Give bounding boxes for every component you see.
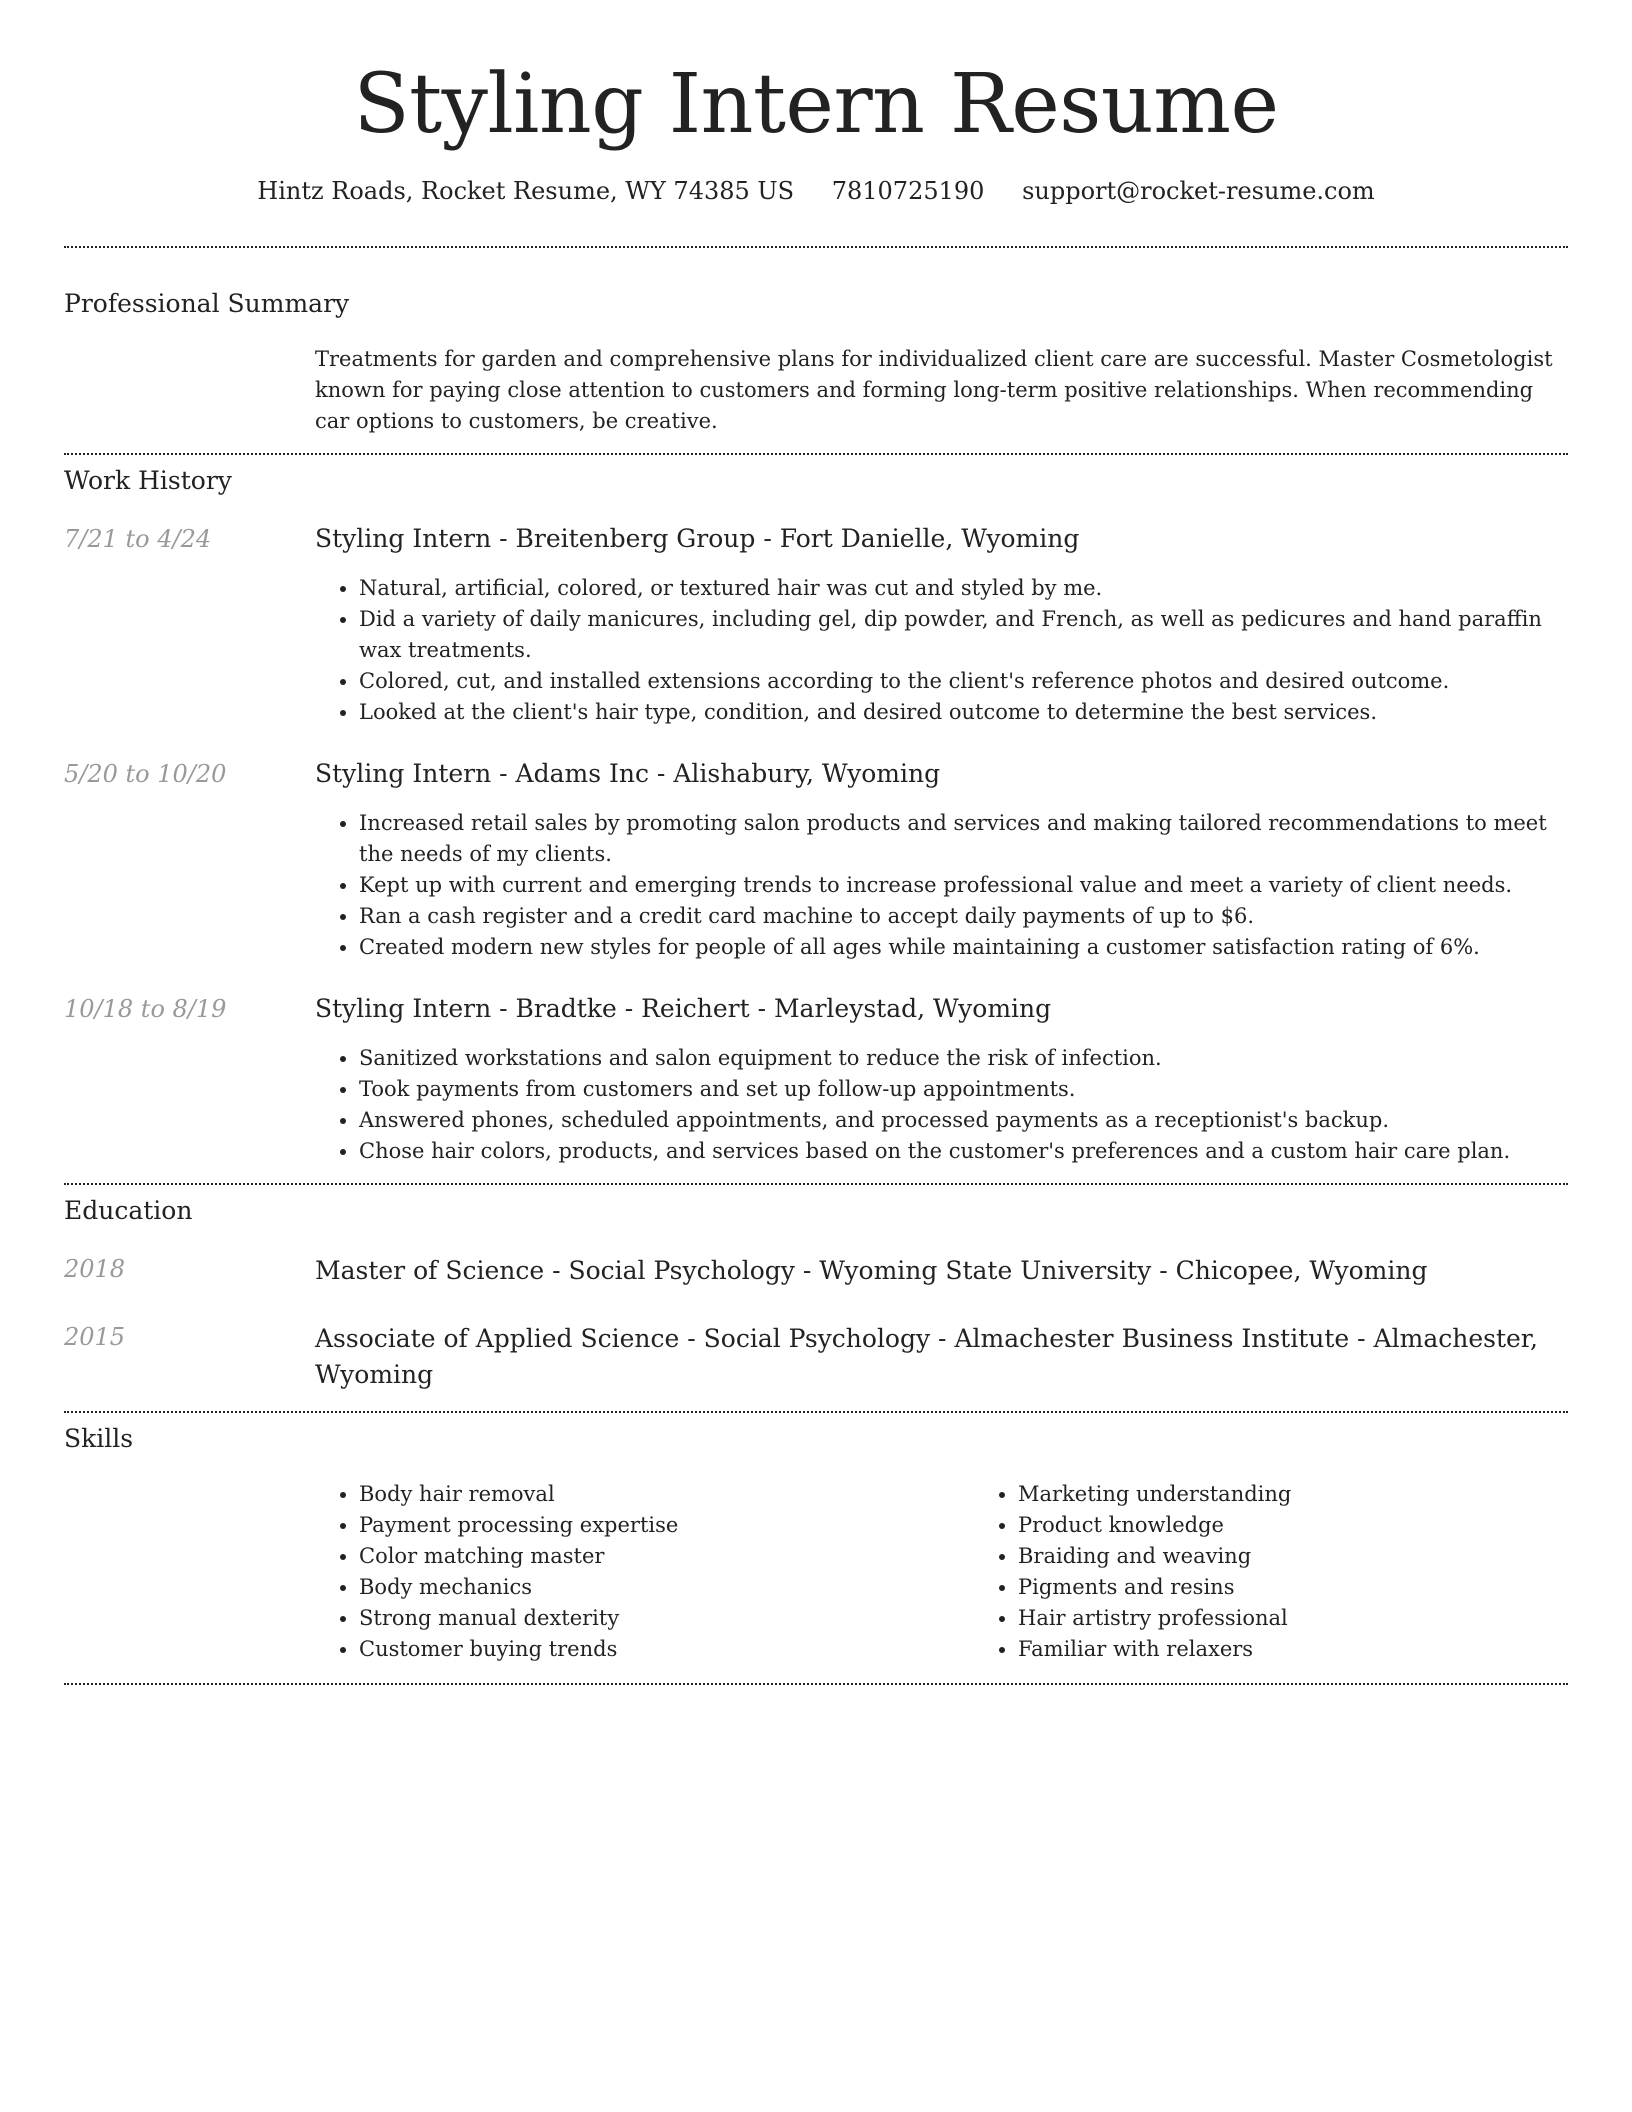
job-title: Styling Intern - Bradtke - Reichert - Marleystad, Wyoming <box>315 994 1052 1023</box>
summary-section <box>64 288 1568 437</box>
section-divider <box>64 1183 1568 1185</box>
summary-heading: Professional Summary <box>64 289 350 318</box>
work-heading: Work History <box>64 466 232 495</box>
education-title: Associate of Applied Science - Social Psychology - Almachester Business Institute - Almachester, Wyoming <box>315 1324 1538 1389</box>
skills-heading: Skills <box>64 1424 134 1453</box>
skill-item: • Braiding and weaving <box>1018 1541 1632 1572</box>
skill-item: • Product knowledge <box>1018 1510 1632 1541</box>
resume-title: Styling Intern Resume <box>353 57 1279 152</box>
job-entry <box>64 993 1568 1167</box>
job-details <box>315 758 1568 963</box>
education-year: 2018 <box>64 1255 126 1283</box>
skills-section <box>64 1423 1568 1665</box>
skill-item: • Customer buying trends <box>359 1634 974 1665</box>
skills-list-right <box>974 1479 1632 1665</box>
job-dates: 7/21 to 4/24 <box>64 525 212 553</box>
job-bullets <box>315 573 1568 728</box>
job-bullet: • Sanitized workstations and salon equipment to reduce the risk of infection. <box>359 1043 1568 1074</box>
job-entry <box>64 523 1568 728</box>
job-bullet: • Created modern new styles for people of all ages while maintaining a customer satisfaction rating of 6%. <box>359 932 1568 963</box>
job-bullet: • Looked at the client's hair type, condition, and desired outcome to determine the best services. <box>359 697 1568 728</box>
summary-row <box>64 344 1568 437</box>
skills-list-left <box>315 1479 974 1665</box>
contact-line <box>64 174 1568 208</box>
skill-item: • Color matching master <box>359 1541 974 1572</box>
job-bullet: • Natural, artificial, colored, or textured hair was cut and styled by me. <box>359 573 1568 604</box>
contact-email: support@rocket-resume.com <box>1022 177 1375 205</box>
job-bullet: • Answered phones, scheduled appointments, and processed payments as a receptionist's backup. <box>359 1105 1568 1136</box>
education-year: 2015 <box>64 1323 126 1351</box>
education-entry <box>64 1253 1568 1289</box>
job-bullet: • Did a variety of daily manicures, including gel, dip powder, and French, as well as pedicures and hand paraffin wax treatments. <box>359 604 1568 666</box>
education-section <box>64 1195 1568 1393</box>
job-details <box>315 993 1568 1167</box>
education-heading: Education <box>64 1196 193 1225</box>
contact-address: Hintz Roads, Rocket Resume, WY 74385 US <box>257 177 795 205</box>
job-bullets <box>315 1043 1568 1167</box>
job-bullet: • Increased retail sales by promoting salon products and services and making tailored recommendations to meet the needs of my clients. <box>359 808 1568 870</box>
skill-item: • Pigments and resins <box>1018 1572 1632 1603</box>
resume-page <box>64 0 1568 1685</box>
job-bullet: • Chose hair colors, products, and services based on the customer's preferences and a custom hair care plan. <box>359 1136 1568 1167</box>
skill-item: • Body hair removal <box>359 1479 974 1510</box>
summary-text: Treatments for garden and comprehensive plans for individualized client care are successful. Master Cosmetologist known for paying close attention to customers and forming long-term positive relationships. When recommending car options to customers, be creative. <box>315 347 1553 433</box>
job-bullet: • Colored, cut, and installed extensions according to the client's reference photos and desired outcome. <box>359 666 1568 697</box>
section-divider <box>64 246 1568 248</box>
skills-columns <box>315 1479 1632 1665</box>
skill-item: • Payment processing expertise <box>359 1510 974 1541</box>
job-bullet: • Kept up with current and emerging trends to increase professional value and meet a variety of client needs. <box>359 870 1568 901</box>
education-entry <box>64 1321 1568 1393</box>
job-title: Styling Intern - Breitenberg Group - Fort Danielle, Wyoming <box>315 524 1080 553</box>
skill-item: • Hair artistry professional <box>1018 1603 1632 1634</box>
job-dates: 5/20 to 10/20 <box>64 760 227 788</box>
section-divider <box>64 1411 1568 1413</box>
section-divider <box>64 453 1568 455</box>
job-dates: 10/18 to 8/19 <box>64 995 227 1023</box>
job-title: Styling Intern - Adams Inc - Alishabury, Wyoming <box>315 759 941 788</box>
skill-item: • Marketing understanding <box>1018 1479 1632 1510</box>
job-entry <box>64 758 1568 963</box>
education-title: Master of Science - Social Psychology - Wyoming State University - Chicopee, Wyoming <box>315 1256 1428 1285</box>
contact-phone: 7810725190 <box>831 177 985 205</box>
work-section <box>64 465 1568 1167</box>
section-divider <box>64 1683 1568 1685</box>
skill-item: • Body mechanics <box>359 1572 974 1603</box>
job-bullet: • Took payments from customers and set up follow-up appointments. <box>359 1074 1568 1105</box>
job-details <box>315 523 1568 728</box>
job-bullet: • Ran a cash register and a credit card machine to accept daily payments of up to $6. <box>359 901 1568 932</box>
job-bullets <box>315 808 1568 963</box>
skill-item: • Strong manual dexterity <box>359 1603 974 1634</box>
skill-item: • Familiar with relaxers <box>1018 1634 1632 1665</box>
skills-row <box>64 1479 1568 1665</box>
